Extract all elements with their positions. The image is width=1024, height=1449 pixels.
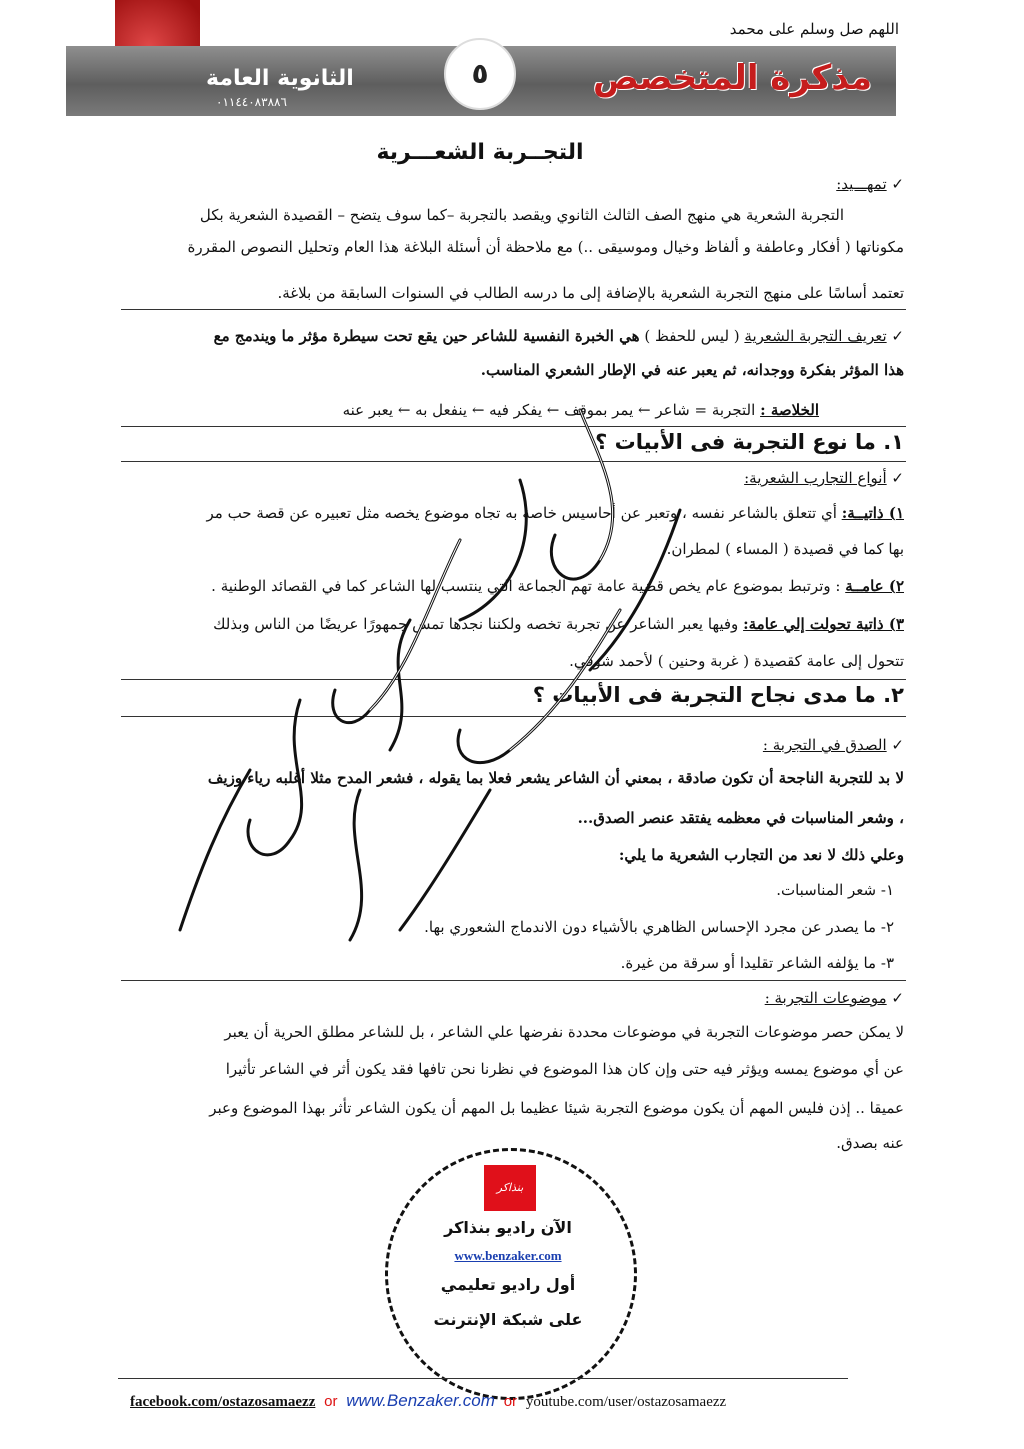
q1-item-3-cont: تتحول إلى عامة كقصيدة ( غربة وحنين ) لأحمد شوقي.: [569, 652, 904, 670]
stamp-url-link[interactable]: www.benzaker.com: [454, 1248, 562, 1263]
divider: [121, 980, 906, 981]
divider: [121, 716, 906, 717]
check-icon: ✓: [891, 469, 904, 487]
definition-note: ( ليس للحفظ ): [644, 327, 740, 345]
q2-bold-line-1: لا بد للتجربة الناجحة أن تكون صادقة ، بمعني أن الشاعر يشعر فعلا بما يقوله ، فشعر المدح مثلا أغلبه رياء وزيف: [207, 769, 904, 787]
intro-heading-line: [120, 172, 904, 196]
question-2-heading: ٢. ما مدى نجاح التجربة فى الأبيات ؟: [532, 683, 904, 707]
header-banner: [66, 46, 896, 116]
intro-heading: تمهـــيد:: [836, 175, 887, 193]
summary-line: [35, 398, 819, 422]
youtube-link[interactable]: youtube.com/user/ostazosamaezz: [525, 1394, 727, 1410]
q1-item-3: [120, 612, 904, 636]
q2-bold-line-3: وعلي ذلك لا نعد من التجارب الشعرية ما يلي:: [618, 846, 904, 864]
definition-label: تعريف التجربة الشعرية: [744, 327, 887, 345]
benzaker-logo: بنذاكر: [484, 1165, 536, 1211]
intro-line-3: تعتمد أساسًا على منهج التجربة الشعرية بالإضافة إلى ما درسه الطالب في السنوات السابقة من بلاغة.: [277, 284, 904, 302]
definition-text-1: هي الخبرة النفسية للشاعر حين يقع تحت سيطرة مؤثر ما ويندمج مع: [213, 327, 640, 345]
facebook-link[interactable]: facebook.com/ostazosamaezz: [130, 1394, 316, 1410]
page-number: ٥: [444, 38, 516, 110]
q2-sub1: الصدق في التجربة :: [762, 736, 887, 754]
q2-list-item-2: ٢- ما يصدر عن مجرد الإحساس الظاهري بالأشياء دون الاندماج الشعوري بها.: [424, 918, 894, 936]
stamp-line-2: أول راديو تعليمي: [440, 1275, 576, 1294]
school-label: الثانوية العامة: [206, 66, 354, 91]
check-icon: ✓: [891, 736, 904, 754]
intro-line-1: التجربة الشعرية هي منهج الصف الثالث الثانوي ويقصد بالتجربة –كما سوف يتضح – القصيدة الشعرية بكل: [199, 206, 844, 224]
footer-or: or: [324, 1393, 338, 1410]
q1-item-2: [120, 574, 904, 598]
divider: [121, 309, 906, 310]
item-text: أي تتعلق بالشاعر نفسه ، وتعبر عن أحاسيس خاصة به تجاه موضوع يخصه مثل تعبيره عن قصة حب مر: [206, 504, 837, 522]
footer-divider: [118, 1378, 848, 1379]
item-text: وفيها يعبر الشاعر عن تجربة تخصه ولكننا نجدها تمس جمهورًا عريضًا من الناس وبذلك: [213, 615, 739, 633]
q2-sub1-line: [120, 733, 904, 757]
divider: [121, 679, 906, 680]
item-text: : وترتبط بموضوع عام يخص قضية عامة تهم الجماعة التي ينتسب لها الشاعر كما في القصائد الوطنية .: [211, 577, 841, 595]
q2-para-3: عميقا .. إذن فليس المهم أن يكون موضوع التجربة شيئا عظيما بل المهم أن يكون الشاعر تأثر بهذا الموضوع وعبر: [209, 1099, 904, 1117]
definition-line-1: [120, 324, 904, 348]
question-1-heading: ١. ما نوع التجربة فى الأبيات ؟: [595, 430, 904, 454]
q2-sub2: موضوعات التجربة :: [764, 989, 887, 1007]
q1-subheading: أنواع التجارب الشعرية:: [744, 469, 887, 487]
item-label: ١) ذاتيــة:: [841, 504, 904, 522]
q2-list-item-3: ٣- ما يؤلفه الشاعر تقليدا أو سرقة من غيرة.: [620, 954, 894, 972]
q2-para-4: عنه بصدق.: [836, 1134, 904, 1152]
q2-sub2-line: [120, 986, 904, 1010]
intro-line-2: مكوناتها ( أفكار وعاطفة و ألفاظ وخيال وموسيقى ..) مع ملاحظة أن أسئلة البلاغة هذا العام وتحليل النصوص المقررة: [187, 238, 904, 256]
footer-links: [130, 1391, 726, 1411]
q1-item-1-cont: بها كما في قصيدة ( المساء ) لمطران.: [666, 540, 904, 558]
stamp-line-3: على شبكة الإنترنت: [433, 1310, 583, 1329]
item-label: ٣) ذاتية تحولت إلي عامة:: [743, 615, 904, 633]
q1-sub-line: [120, 466, 904, 490]
footer-or: or: [503, 1393, 518, 1410]
check-icon: ✓: [891, 175, 904, 193]
q2-list-item-1: ١- شعر المناسبات.: [776, 881, 894, 899]
brand-title: مذكرة المتخصص: [592, 58, 872, 98]
stamp-line-1: الآن راديو بنذاكر: [444, 1218, 572, 1237]
q2-para-2: عن أي موضوع يمسه ويؤثر فيه حتى وإن كان هذا الموضوع في نظرنا نحن تافها فقد يكون أثر في الشاعر تأثيرا: [225, 1060, 904, 1078]
check-icon: ✓: [891, 327, 904, 345]
summary-label: الخلاصة :: [760, 401, 819, 419]
divider: [121, 461, 906, 462]
phone-number: ٠١١٤٤٠٨٣٨٨٦: [216, 95, 287, 109]
check-icon: ✓: [891, 989, 904, 1007]
q2-para-1: لا يمكن حصر موضوعات التجربة في موضوعات محددة نفرضها علي الشاعر ، بل للشاعر مطلق الحرية أن يعبر: [224, 1023, 904, 1041]
q2-bold-line-2: ، وشعر المناسبات في معظمه يفتقد عنصر الصدق...: [577, 809, 904, 827]
benzaker-link[interactable]: www.Benzaker.com: [346, 1391, 495, 1410]
summary-text: التجربة = شاعر ← يمر بموقف ← يفكر فيه ← ينفعل به ← يعبر عنه: [342, 401, 756, 419]
q1-item-1: [120, 501, 904, 525]
page-title: التجــربة الشعـــرية: [376, 140, 584, 165]
divider: [121, 426, 906, 427]
definition-line-2: هذا المؤثر بفكرة ووجدانه، ثم يعبر عنه في الإطار الشعري المناسب.: [480, 361, 904, 379]
top-invocation: اللهم صل وسلم على محمد: [729, 20, 899, 38]
item-label: ٢) عامــة: [845, 577, 904, 595]
